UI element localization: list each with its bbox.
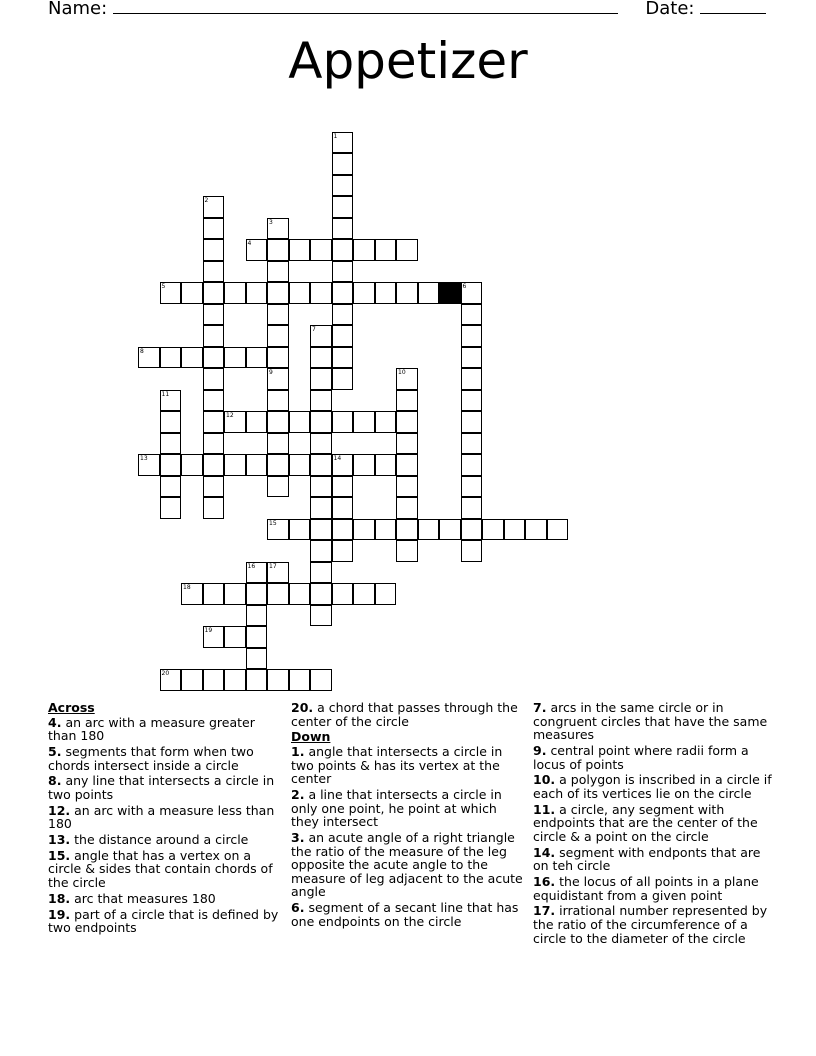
grid-cell[interactable]: [461, 519, 483, 541]
grid-cell[interactable]: [310, 519, 332, 541]
grid-cell[interactable]: [461, 497, 483, 519]
clue-down-17: 17. irrational number represented by the ratio of the circumference of a circle to the diameter of the circle: [533, 903, 768, 946]
clue-down-1: 1. angle that intersects a circle in two points & has its vertex at the center: [291, 743, 503, 787]
grid-cell[interactable]: [160, 433, 182, 455]
grid-cell[interactable]: [332, 454, 354, 476]
clue-across-5: 5. segments that form when two chords intersect inside a circle: [48, 743, 254, 773]
grid-cell[interactable]: [396, 368, 418, 390]
grid-cell[interactable]: [267, 368, 289, 390]
grid-cell[interactable]: [332, 583, 354, 605]
clue-across-13: 13. the distance around a circle: [48, 832, 249, 848]
grid-cell[interactable]: [203, 347, 225, 369]
grid-cell[interactable]: [203, 282, 225, 304]
grid-cell[interactable]: [246, 239, 268, 261]
grid-cell[interactable]: [181, 347, 203, 369]
grid-cell[interactable]: [160, 411, 182, 433]
grid-cell[interactable]: [267, 454, 289, 476]
grid-cell[interactable]: [310, 583, 332, 605]
grid-cell[interactable]: [203, 433, 225, 455]
grid-cell[interactable]: [332, 175, 354, 197]
grid-cell[interactable]: [396, 454, 418, 476]
grid-cell[interactable]: [267, 304, 289, 326]
grid-cell[interactable]: [310, 476, 332, 498]
grid-cell[interactable]: [310, 239, 332, 261]
grid-cell[interactable]: [246, 282, 268, 304]
grid-cell[interactable]: [181, 669, 203, 691]
cell-number: 15: [269, 519, 277, 527]
grid-cell[interactable]: [332, 261, 354, 283]
grid-cell[interactable]: [267, 239, 289, 261]
grid-cell[interactable]: [310, 433, 332, 455]
clue-across-20: 20. a chord that passes through the center of the circle: [291, 700, 518, 729]
grid-cell[interactable]: [332, 476, 354, 498]
grid-cell[interactable]: [461, 304, 483, 326]
grid-cell[interactable]: [332, 519, 354, 541]
cell-number: 8: [140, 347, 144, 355]
grid-cell[interactable]: [310, 282, 332, 304]
date-label: Date:: [645, 0, 695, 19]
grid-cell[interactable]: [310, 497, 332, 519]
grid-cell[interactable]: [203, 218, 225, 240]
grid-cell[interactable]: [310, 390, 332, 412]
grid-cell[interactable]: [138, 347, 160, 369]
grid-cell[interactable]: [396, 497, 418, 519]
grid-cell[interactable]: [396, 519, 418, 541]
grid-cell[interactable]: [203, 497, 225, 519]
grid-cell[interactable]: [203, 261, 225, 283]
grid-cell[interactable]: [160, 669, 182, 691]
clue-across-19: 19. part of a circle that is defined by two endpoints: [48, 906, 279, 936]
grid-cell[interactable]: [160, 454, 182, 476]
grid-cell[interactable]: [224, 626, 246, 648]
grid-cell[interactable]: [138, 454, 160, 476]
clue-down-10: 10. a polygon is inscribed in a circle if each of its vertices lie on the circle: [533, 772, 772, 801]
clue-across-15: 15. angle that has a vertex on a circle & sides that contain chords of the circle: [48, 847, 273, 891]
puzzle-title: Appetizer: [288, 32, 528, 90]
grid-cell[interactable]: [461, 476, 483, 498]
grid-cell[interactable]: [203, 454, 225, 476]
grid-cell[interactable]: [246, 605, 268, 627]
grid-cell[interactable]: [267, 390, 289, 412]
clue-down-6: 6. segment of a secant line that has one endpoints on the circle: [291, 900, 519, 929]
grid-cell[interactable]: [353, 519, 375, 541]
grid-cell[interactable]: [396, 282, 418, 304]
grid-cell[interactable]: [203, 196, 225, 218]
grid-cell[interactable]: [332, 239, 354, 261]
grid-cell[interactable]: [353, 583, 375, 605]
cell-number: 19: [204, 627, 213, 634]
grid-cell[interactable]: [160, 497, 182, 519]
grid-cell[interactable]: [267, 218, 289, 240]
grid-cell[interactable]: [203, 583, 225, 605]
clues-column-2: [291, 701, 523, 930]
clue-across-18: 18. arc that measures 180: [48, 890, 216, 906]
clue-down-14: 14. segment with endponts that are on teh circle: [533, 844, 761, 874]
grid-cell[interactable]: [267, 583, 289, 605]
grid-cell[interactable]: [375, 454, 397, 476]
grid-cell[interactable]: [246, 347, 268, 369]
grid-cell[interactable]: [289, 282, 311, 304]
grid-cell[interactable]: [203, 390, 225, 412]
grid-cell[interactable]: [310, 454, 332, 476]
grid-cell[interactable]: [181, 454, 203, 476]
grid-cell[interactable]: [246, 454, 268, 476]
grid-cell[interactable]: [332, 347, 354, 369]
grid-cell[interactable]: [418, 282, 440, 304]
grid-cell[interactable]: [353, 282, 375, 304]
grid-cell[interactable]: [353, 411, 375, 433]
grid-cell[interactable]: [310, 325, 332, 347]
grid-cell[interactable]: [289, 519, 311, 541]
grid-cell[interactable]: [203, 304, 225, 326]
clue-across-8: 8. any line that intersects a circle in two points: [48, 773, 275, 802]
grid-cell[interactable]: [224, 454, 246, 476]
grid-cell[interactable]: [160, 390, 182, 412]
grid-cell[interactable]: [289, 583, 311, 605]
cell-number: 1: [333, 132, 338, 140]
clues-column-3: [533, 701, 773, 947]
grid-cell[interactable]: [461, 390, 483, 412]
clues-column-1: [48, 701, 280, 937]
grid-cell[interactable]: [310, 411, 332, 433]
grid-cell[interactable]: [332, 325, 354, 347]
grid-cell[interactable]: [267, 411, 289, 433]
grid-cell[interactable]: [224, 583, 246, 605]
grid-cell[interactable]: [461, 433, 483, 455]
grid-cell[interactable]: [396, 390, 418, 412]
grid-cell[interactable]: [461, 368, 483, 390]
grid-cell[interactable]: [396, 433, 418, 455]
grid-cell[interactable]: [267, 282, 289, 304]
grid-cell[interactable]: [246, 583, 268, 605]
grid-cell[interactable]: [310, 605, 332, 627]
grid-cell[interactable]: [267, 669, 289, 691]
grid-cell[interactable]: [267, 325, 289, 347]
cell-number: 16: [247, 562, 256, 570]
grid-cell[interactable]: [224, 282, 246, 304]
grid-cell[interactable]: [160, 347, 182, 369]
grid-cell[interactable]: [203, 368, 225, 390]
cell-number: 17: [269, 562, 277, 570]
grid-cell[interactable]: [160, 282, 182, 304]
grid-cell[interactable]: [353, 454, 375, 476]
grid-cell[interactable]: [246, 626, 268, 648]
grid-cell[interactable]: [461, 411, 483, 433]
black-cell: [439, 282, 461, 304]
grid-cell[interactable]: [439, 519, 461, 541]
clue-down-9: 9. central point where radii form a locus of points: [533, 742, 749, 772]
grid-cell[interactable]: [375, 411, 397, 433]
clue-across-12: 12. an arc with a measure less than 180: [48, 802, 275, 832]
grid-cell[interactable]: [332, 153, 354, 175]
grid-cell[interactable]: [203, 411, 225, 433]
clue-down-16: 16. the locus of all points in a plane equidistant from a given point: [533, 874, 759, 903]
grid-cell[interactable]: [267, 476, 289, 498]
grid-cell[interactable]: [332, 196, 354, 218]
cell-number: 11: [161, 390, 170, 398]
cell-number: 9: [269, 369, 273, 376]
grid-cell[interactable]: [267, 347, 289, 369]
grid-cell[interactable]: [224, 347, 246, 369]
grid-cell[interactable]: [396, 476, 418, 498]
grid-cell[interactable]: [289, 239, 311, 261]
grid-cell[interactable]: [461, 454, 483, 476]
grid-cell[interactable]: [267, 433, 289, 455]
cell-number: 18: [183, 584, 191, 591]
grid-cell[interactable]: [310, 368, 332, 390]
grid-cell[interactable]: [375, 519, 397, 541]
clue-across-4: 4. an arc with a measure greater than 180: [48, 714, 255, 744]
grid-cell[interactable]: [267, 562, 289, 584]
grid-cell[interactable]: [310, 669, 332, 691]
grid-cell[interactable]: [504, 519, 526, 541]
grid-cell[interactable]: [332, 282, 354, 304]
grid-cell[interactable]: [246, 562, 268, 584]
grid-cell[interactable]: [375, 583, 397, 605]
grid-cell[interactable]: [160, 476, 182, 498]
clue-down-3: 3. an acute angle of a right triangle the ratio of the measure of the leg opposite the acute angle to the measure of leg adjacent to the acute angle: [291, 829, 523, 900]
grid-cell[interactable]: [267, 519, 289, 541]
cell-number: 5: [161, 283, 166, 290]
grid-cell[interactable]: [332, 132, 354, 154]
clue-down-2: 2. a line that intersects a circle in only one point, he point at which they intersect: [291, 786, 502, 830]
grid-cell[interactable]: [482, 519, 504, 541]
grid-cell[interactable]: [461, 282, 483, 304]
down-heading: Down: [291, 729, 331, 745]
grid-cell[interactable]: [396, 540, 418, 562]
cell-number: 3: [269, 218, 273, 226]
grid-cell[interactable]: [332, 304, 354, 326]
grid-cell[interactable]: [461, 325, 483, 347]
grid-cell[interactable]: [289, 454, 311, 476]
clue-down-11: 11. a circle, any segment with endpoints that are the center of the circle & a point on the circle: [533, 801, 758, 844]
grid-cell[interactable]: [310, 562, 332, 584]
grid-cell[interactable]: [310, 347, 332, 369]
cell-number: 13: [140, 455, 148, 462]
grid-cell[interactable]: [203, 626, 225, 648]
grid-cell[interactable]: [224, 411, 246, 433]
grid-cell[interactable]: [246, 648, 268, 670]
across-heading: Across: [48, 700, 95, 715]
cell-number: 7: [312, 326, 316, 333]
grid-cell[interactable]: [418, 519, 440, 541]
grid-cell[interactable]: [332, 411, 354, 433]
grid-cell[interactable]: [461, 347, 483, 369]
grid-cell[interactable]: [332, 497, 354, 519]
grid-cell[interactable]: [461, 540, 483, 562]
grid-cell[interactable]: [181, 282, 203, 304]
grid-cell[interactable]: [289, 411, 311, 433]
grid-cell[interactable]: [396, 411, 418, 433]
grid-cell[interactable]: [375, 282, 397, 304]
grid-cell[interactable]: [547, 519, 569, 541]
grid-cell[interactable]: [310, 540, 332, 562]
cell-number: 10: [398, 369, 406, 376]
name-label: Name:: [48, 0, 108, 19]
grid-cell[interactable]: [289, 669, 311, 691]
cell-number: 6: [462, 283, 467, 290]
grid-cell[interactable]: [203, 669, 225, 691]
grid-cell[interactable]: [181, 583, 203, 605]
cell-number: 2: [204, 197, 209, 204]
grid-cell[interactable]: [332, 218, 354, 240]
cell-number: 12: [226, 412, 234, 419]
clue-down-7: 7. arcs in the same circle or in congruent circles that have the same measures: [533, 700, 768, 743]
grid-cell[interactable]: [353, 239, 375, 261]
grid-cell[interactable]: [203, 325, 225, 347]
grid-cell[interactable]: [332, 540, 354, 562]
grid-cell[interactable]: [203, 476, 225, 498]
grid-cell[interactable]: [396, 239, 418, 261]
cell-number: 20: [161, 670, 170, 677]
grid-cell[interactable]: [246, 669, 268, 691]
grid-cell[interactable]: [267, 261, 289, 283]
grid-cell[interactable]: [332, 368, 354, 390]
cell-number: 14: [333, 455, 342, 462]
grid-cell[interactable]: [224, 669, 246, 691]
grid-cell[interactable]: [203, 239, 225, 261]
grid-cell[interactable]: [525, 519, 547, 541]
cell-number: 4: [247, 240, 252, 247]
grid-cell[interactable]: [375, 239, 397, 261]
grid-cell[interactable]: [246, 411, 268, 433]
